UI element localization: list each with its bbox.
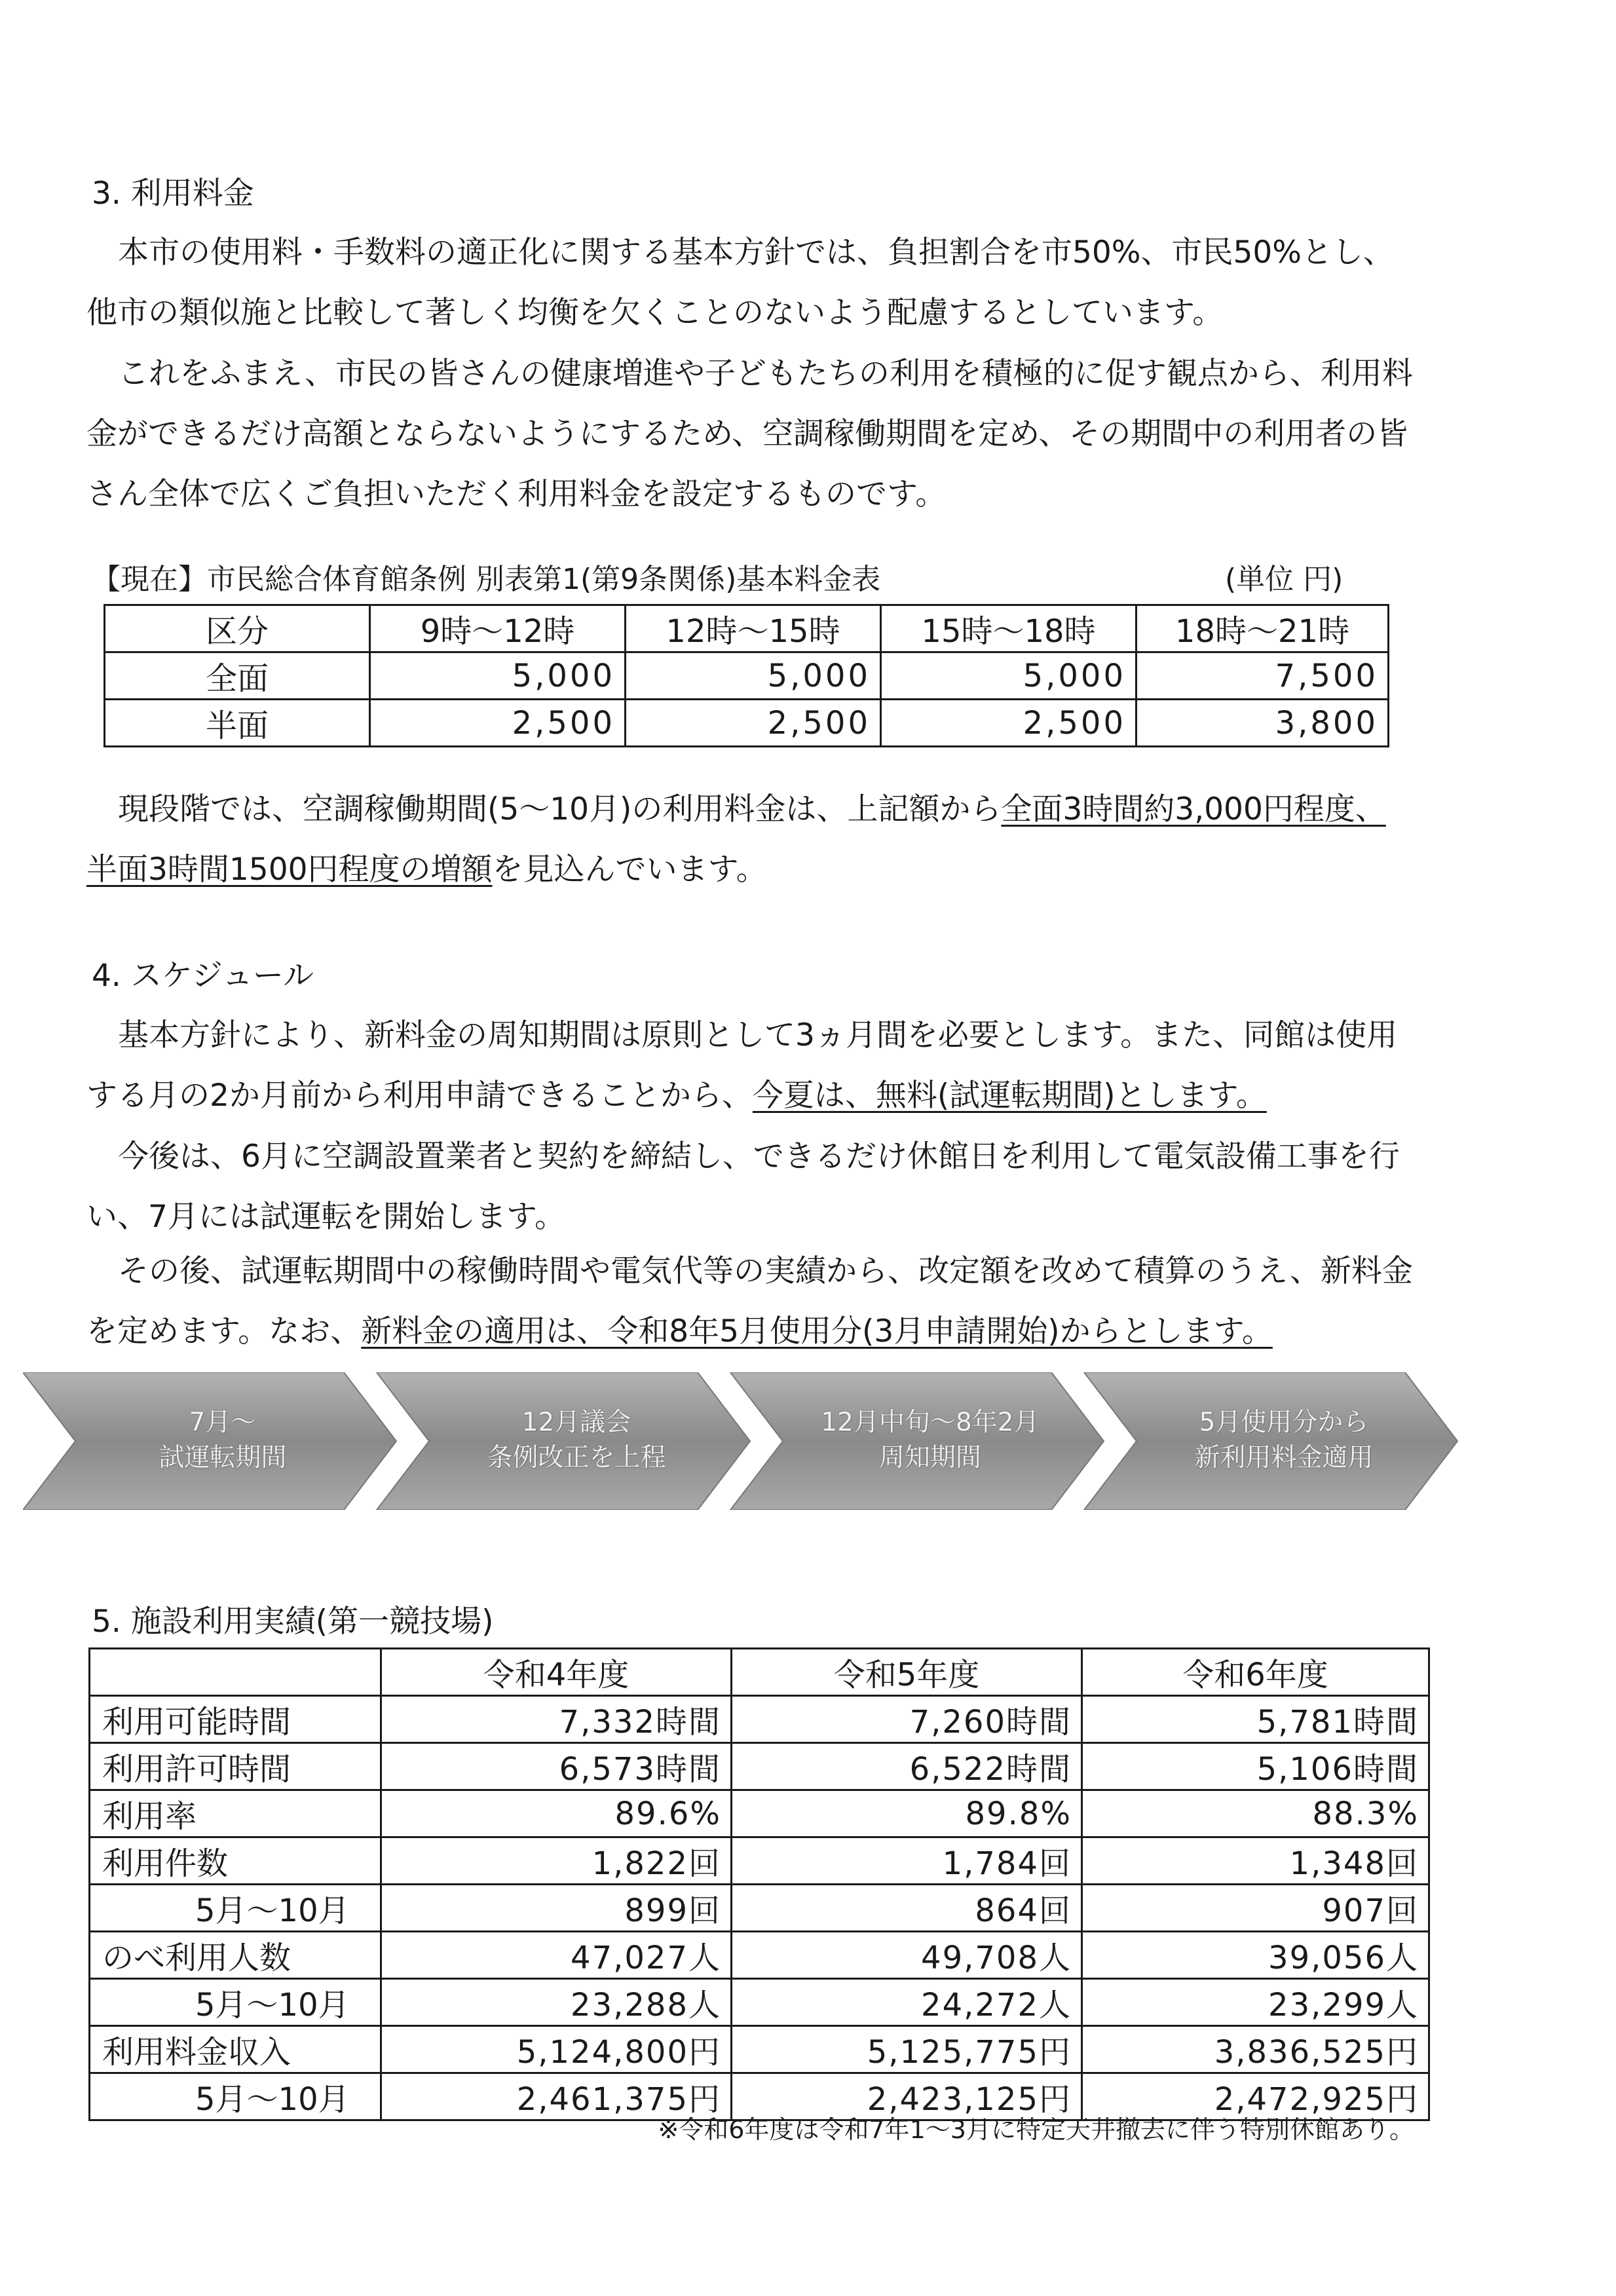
table-row	[90, 1743, 1429, 1790]
usage-cell: 23,288人	[381, 1979, 732, 2026]
usage-table-note: ※令和6年度は令和7年1〜3月に特定天井撤去に伴う特別休館あり。	[658, 2115, 1414, 2144]
table-row	[90, 1790, 1429, 1837]
schedule-step-4-line-1: 5月使用分から	[1199, 1408, 1369, 1437]
section-3-paragraph-3-tail: を見込んでいます。	[492, 852, 767, 888]
section-3-paragraph-3-emphasis: 全面3時間約3,000円程度、半面3時間1500円程度の増額	[86, 791, 1386, 888]
usage-cell: 24,272人	[732, 1979, 1082, 2026]
usage-cell: 47,027人	[381, 1932, 732, 1979]
section-5-heading: 5. 施設利用実績(第一競技場)	[92, 1604, 494, 1640]
fee-table	[103, 604, 1389, 747]
usage-table-header-row	[90, 1649, 1429, 1696]
usage-cell: 3,836,525円	[1082, 2026, 1429, 2073]
usage-cell: 7,260時間	[732, 1696, 1082, 1743]
schedule-step-3-line-1: 12月中旬〜8年2月	[821, 1408, 1040, 1437]
section-4-paragraph-1	[86, 1006, 1416, 1126]
usage-cell: 89.6%	[381, 1790, 732, 1837]
fee-table-header: 18時〜21時	[1137, 605, 1389, 652]
usage-cell: 23,299人	[1082, 1979, 1429, 2026]
usage-cell: 6,522時間	[732, 1743, 1082, 1790]
schedule-step-4-line-2: 新利用料金適用	[1194, 1443, 1374, 1473]
table-row	[90, 1885, 1429, 1932]
usage-table-header: 令和5年度	[732, 1649, 1082, 1696]
usage-cell: 2,423,125円	[732, 2073, 1082, 2120]
fee-table-unit: (単位 円)	[1225, 563, 1344, 596]
section-3-paragraph-1: 本市の使用料・手数料の適正化に関する基本方針では、負担割合を市50%、市民50%とし、他市の類似施と比較して著しく均衡を欠くことのないよう配慮するとしています。	[86, 235, 1394, 331]
table-row	[90, 1932, 1429, 1979]
usage-cell: 7,332時間	[381, 1696, 732, 1743]
usage-table-header: 令和4年度	[381, 1649, 732, 1696]
schedule-step-2	[432, 1405, 721, 1476]
table-row	[90, 1979, 1429, 2026]
fee-table-header: 区分	[105, 605, 370, 652]
section-4-paragraph-1-text: 基本方針により、新料金の周知期間は原則として3ヵ月間を必要とします。また、同館は使用する月の2か月前から利用申請できることから、	[86, 1017, 1398, 1114]
usage-row-label: のべ利用人数	[90, 1932, 381, 1979]
usage-cell: 1,348回	[1082, 1837, 1429, 1885]
usage-cell: 1,784回	[732, 1837, 1082, 1885]
usage-row-sublabel: 5月〜10月	[90, 2073, 381, 2120]
table-row	[90, 2026, 1429, 2073]
usage-cell: 5,124,800円	[381, 2026, 732, 2073]
usage-table-header	[90, 1649, 381, 1696]
schedule-step-3-line-2: 周知期間	[878, 1443, 981, 1473]
section-3-paragraph-3	[86, 780, 1416, 900]
fee-cell: 2,500	[881, 700, 1137, 747]
fee-table-header: 12時〜15時	[626, 605, 881, 652]
fee-cell: 2,500	[626, 700, 881, 747]
fee-cell: 5,000	[626, 652, 881, 700]
fee-cell: 7,500	[1137, 652, 1389, 700]
usage-row-label: 利用件数	[90, 1837, 381, 1885]
section-4-heading: 4. スケジュール	[92, 958, 314, 994]
usage-table	[88, 1647, 1430, 2121]
usage-cell: 5,106時間	[1082, 1743, 1429, 1790]
section-3-paragraph-2: これをふまえ、市民の皆さんの健康増進や子どもたちの利用を積極的に促す観点から、利用料金ができるだけ高額とならないようにするため、空調稼働期間を定め、その期間中の利用者の皆さん全体で広くご負担いただく利用料金を設定するものです。	[86, 356, 1413, 512]
section-3-paragraph-3-text: 現段階では、空調稼働期間(5〜10月)の利用料金は、上記額から	[118, 791, 1002, 827]
table-row	[105, 700, 1389, 747]
schedule-step-2-line-1: 12月議会	[521, 1408, 631, 1437]
usage-cell: 2,472,925円	[1082, 2073, 1429, 2120]
section-4-paragraph-3	[86, 1241, 1416, 1362]
fee-table-header: 9時〜12時	[370, 605, 626, 652]
fee-cell: 5,000	[881, 652, 1137, 700]
table-row	[90, 1837, 1429, 1885]
fee-row-label: 全面	[105, 652, 370, 700]
usage-cell: 1,822回	[381, 1837, 732, 1885]
section-4-paragraph-2: 今後は、6月に空調設置業者と契約を締結し、できるだけ休館日を利用して電気設備工事を行い、7月には試運転を開始します。	[86, 1139, 1400, 1235]
table-row	[105, 652, 1389, 700]
fee-table-caption: 【現在】市民総合体育館条例 別表第1(第9条関係)基本料金表	[92, 563, 881, 596]
schedule-flow	[23, 1372, 1477, 1510]
table-row	[90, 1696, 1429, 1743]
usage-row-label: 利用可能時間	[90, 1696, 381, 1743]
usage-cell: 5,781時間	[1082, 1696, 1429, 1743]
usage-row-label: 利用料金収入	[90, 2026, 381, 2073]
usage-table-header: 令和6年度	[1082, 1649, 1429, 1696]
usage-cell: 89.8%	[732, 1790, 1082, 1837]
schedule-step-1	[79, 1405, 367, 1476]
usage-row-label: 利用率	[90, 1790, 381, 1837]
fee-row-label: 半面	[105, 700, 370, 747]
usage-cell: 907回	[1082, 1885, 1429, 1932]
section-4-paragraph-1-emphasis: 今夏は、無料(試運転期間)とします。	[752, 1078, 1267, 1114]
usage-cell: 899回	[381, 1885, 732, 1932]
usage-cell: 5,125,775円	[732, 2026, 1082, 2073]
schedule-step-3	[786, 1405, 1074, 1476]
usage-row-label: 利用許可時間	[90, 1743, 381, 1790]
fee-cell: 5,000	[370, 652, 626, 700]
usage-cell: 49,708人	[732, 1932, 1082, 1979]
schedule-step-1-line-1: 7月〜	[189, 1408, 257, 1437]
fee-cell: 3,800	[1137, 700, 1389, 747]
section-3-heading: 3. 利用料金	[92, 176, 254, 212]
fee-table-header-row	[105, 605, 1389, 652]
usage-cell: 39,056人	[1082, 1932, 1429, 1979]
usage-cell: 864回	[732, 1885, 1082, 1932]
usage-row-sublabel: 5月〜10月	[90, 1885, 381, 1932]
usage-row-sublabel: 5月〜10月	[90, 1979, 381, 2026]
section-4-paragraph-3-text: その後、試運転期間中の稼働時間や電気代等の実績から、改定額を改めて積算のうえ、新料金を定めます。なお、	[86, 1253, 1413, 1349]
usage-cell: 2,461,375円	[381, 2073, 732, 2120]
schedule-step-1-line-2: 試運転期間	[159, 1443, 287, 1473]
usage-cell: 88.3%	[1082, 1790, 1429, 1837]
schedule-step-2-line-2: 条例改正を上程	[487, 1443, 666, 1473]
section-4-paragraph-3-emphasis: 新料金の適用は、令和8年5月使用分(3月申請開始)からとします。	[361, 1313, 1273, 1349]
schedule-step-4	[1140, 1405, 1428, 1476]
fee-cell: 2,500	[370, 700, 626, 747]
usage-cell: 6,573時間	[381, 1743, 732, 1790]
fee-table-header: 15時〜18時	[881, 605, 1137, 652]
